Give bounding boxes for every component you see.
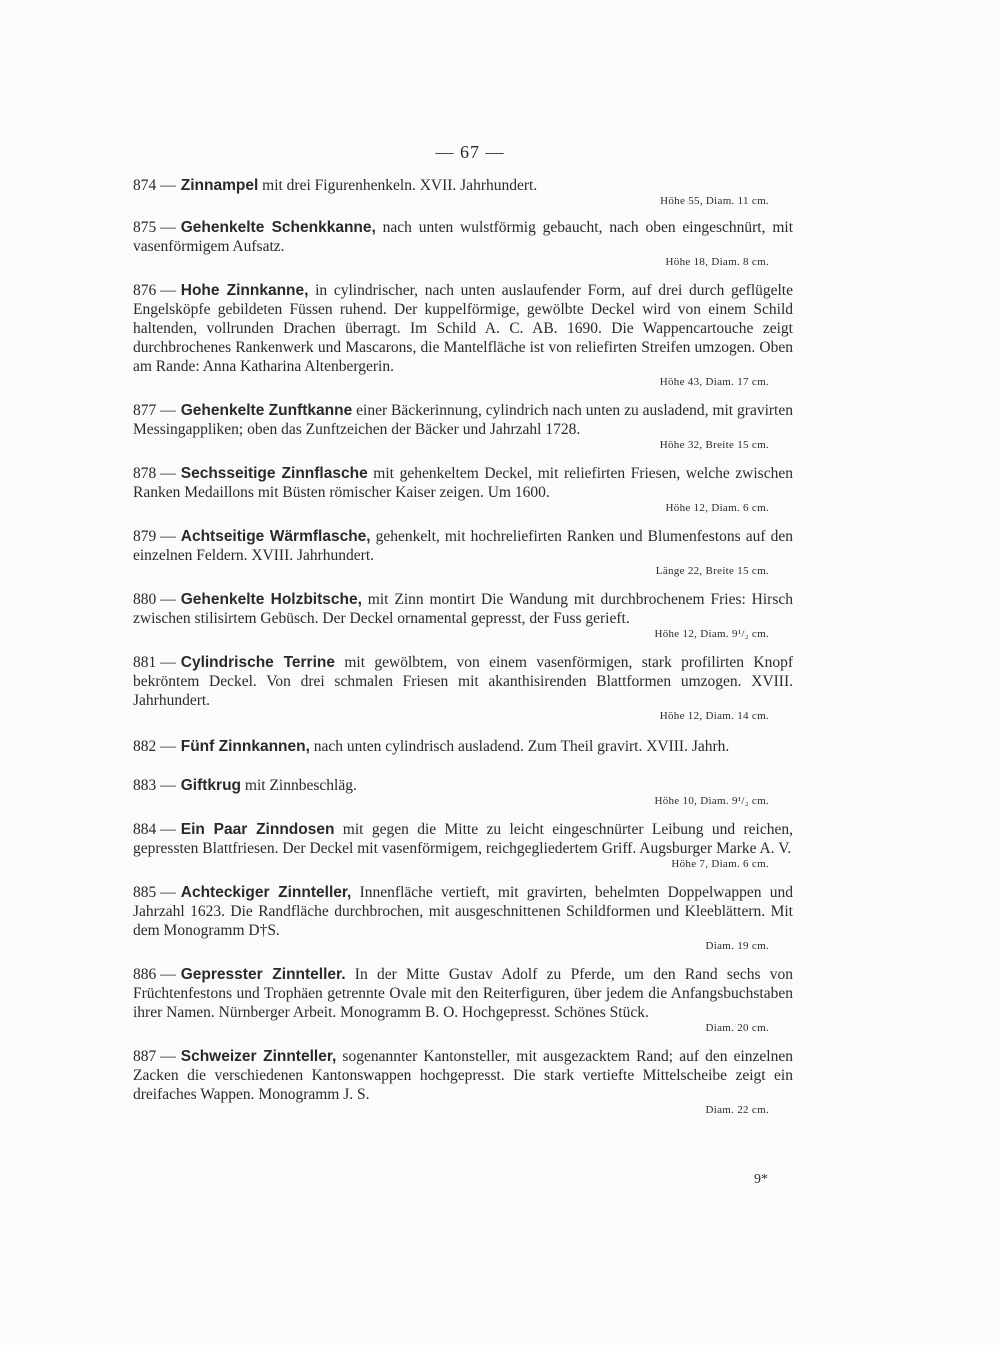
catalog-entry (133, 527, 793, 578)
entry-number: 886 (133, 966, 157, 983)
entry-dash: — (160, 1048, 176, 1065)
catalog-entry (133, 281, 793, 389)
entry-text (133, 590, 793, 628)
entry-description: Innenfläche vertieft, mit gravirten, behelmten Doppelwappen und Jahrzahl 1623. Die Randfläche durchbrochen, mit ausgeschnittenen Schildformen und Kleeblättern. Mit dem Monogramm D†S. (133, 884, 794, 939)
entry-description: mit Zinnbeschläg. (241, 777, 357, 794)
entry-dimensions: Diam. 22 cm. (705, 1104, 769, 1116)
catalog-entry (133, 965, 793, 1035)
entry-description: mit drei Figurenhenkeln. XVII. Jahrhundert. (258, 177, 538, 194)
entry-dimensions: Höhe 43, Diam. 17 cm. (659, 376, 769, 388)
entry-number: 887 (133, 1048, 157, 1065)
entry-number: 874 (133, 177, 157, 194)
entry-title: Ein Paar Zinndosen (180, 821, 335, 838)
entry-dimensions: Diam. 19 cm. (705, 940, 769, 952)
entry-dimensions: Diam. 20 cm. (705, 1022, 769, 1034)
entry-dash: — (160, 654, 176, 671)
entry-text (133, 401, 793, 439)
entry-dimensions: Höhe 12, Diam. 9¹/₂ cm. (654, 628, 769, 640)
catalog-entry (133, 653, 793, 723)
entry-dash: — (160, 219, 176, 236)
catalog-entry (133, 590, 793, 641)
entry-text (133, 820, 793, 858)
entry-dash: — (160, 465, 176, 482)
entry-description: sogenannter Kantonsteller, mit ausgezacktem Rand; auf den einzelnen Zacken die verschiedenen Kantonswappen hochgepresst. Die stark vertiefte Mittelscheibe zeigt ein dreifaches Wappen. Monogramm J. S. (133, 1048, 793, 1103)
entry-number: 877 (133, 402, 157, 419)
entry-number: 878 (133, 465, 157, 482)
catalog-entry (133, 737, 793, 756)
entry-title: Sechsseitige Zinnflasche (180, 465, 368, 482)
entry-dimensions: Länge 22, Breite 15 cm. (655, 565, 769, 577)
entry-text (133, 653, 793, 710)
entry-title: Gehenkelte Schenkkanne, (180, 219, 376, 236)
catalog-list (133, 176, 793, 1117)
entry-text (133, 281, 793, 376)
entry-number: 876 (133, 282, 157, 299)
entry-title: Zinnampel (180, 177, 259, 194)
entry-description: In der Mitte Gustav Adolf zu Pferde, um den Rand sechs von Früchtenfestons und Trophäen getrennte Ovale mit den Reiterfiguren, über jedem die Anfangsbuchstaben ihrer Namen. Nürnberger Arbeit. Monogramm B. O. Hochgepresst. Schönes Stück. (133, 966, 794, 1021)
entry-dash: — (160, 738, 176, 755)
entry-dash: — (160, 402, 176, 419)
entry-title: Achteckiger Zinnteller, (180, 884, 352, 901)
entry-dash: — (160, 282, 176, 299)
entry-text (133, 965, 793, 1022)
entry-dimensions: Höhe 7, Diam. 6 cm. (671, 858, 769, 870)
entry-text (133, 883, 793, 940)
entry-number: 882 (133, 738, 157, 755)
catalog-entry (133, 1047, 793, 1117)
catalog-entry (133, 218, 793, 269)
entry-dimensions: Höhe 55, Diam. 11 cm. (660, 195, 769, 207)
entry-number: 885 (133, 884, 157, 901)
catalog-entry (133, 820, 793, 871)
entry-number: 883 (133, 777, 157, 794)
entry-dash: — (160, 966, 176, 983)
entry-title: Hohe Zinnkanne, (180, 282, 309, 299)
entry-dash: — (160, 884, 176, 901)
entry-dash: — (160, 528, 176, 545)
entry-dimensions: Höhe 10, Diam. 9¹/₂ cm. (654, 795, 769, 807)
entry-description: mit gewölbtem, von einem vasenförmigen, stark profilirten Knopf bekröntem Deckel. Von drei schmalen Friesen mit akanthisirenden Blattformen umzogen. XVIII. Jahrhundert. (133, 654, 793, 709)
entry-number: 881 (133, 654, 157, 671)
entry-title: Cylindrische Terrine (180, 654, 335, 671)
entry-number: 884 (133, 821, 157, 838)
entry-number: 880 (133, 591, 157, 608)
entry-title: Giftkrug (180, 777, 242, 794)
entry-description: nach unten wulstförmig gebaucht, nach oben eingeschnürt, mit vasenförmigem Aufsatz. (133, 219, 793, 255)
entry-title: Gehenkelte Zunftkanne (180, 402, 353, 419)
entry-dimensions: Höhe 12, Diam. 6 cm. (665, 502, 769, 514)
catalog-entry (133, 883, 793, 953)
entry-title: Schweizer Zinnteller, (180, 1048, 337, 1065)
entry-text (133, 218, 793, 256)
entry-dimensions: Höhe 12, Diam. 14 cm. (659, 710, 769, 722)
entry-title: Achtseitige Wärmflasche, (180, 528, 371, 545)
entry-text (133, 776, 793, 795)
entry-text (133, 464, 793, 502)
entry-dimensions: Höhe 18, Diam. 8 cm. (665, 256, 769, 268)
entry-dash: — (160, 591, 176, 608)
catalog-entry (133, 464, 793, 515)
entry-dimensions: Höhe 32, Breite 15 cm. (659, 439, 769, 451)
entry-description: in cylindrischer, nach unten auslaufender Form, auf drei durch geflügelte Engelsköpfe gebildeten Füssen ruhend. Der kuppelförmige, gewölbte Deckel wird von einem Schild haltenden, vollrunden Drachen überragt. Im Schild A. C. AB. 1690. Die Wappencartouche zeigt durchbrochenes Rankenwerk und Mascarons, die Mantelfläche ist von reliefirten Streifen umzogen. Oben am Rande: Anna Katharina Altenbergerin. (133, 282, 793, 375)
catalog-entry (133, 176, 793, 208)
entry-description: gehenkelt, mit hochreliefirten Ranken und Blumenfestons auf den einzelnen Feldern. XVIII. Jahrhundert. (133, 528, 793, 564)
entry-description: mit gegen die Mitte zu leicht eingeschnürter Leibung und reichen, gepressten Blattfriesen. Der Deckel mit vasenförmigem, reichgegliedertem Griff. Augsburger Marke A. V. (133, 821, 793, 857)
signature-mark: 9* (754, 1172, 768, 1187)
entry-dash: — (160, 821, 176, 838)
catalog-entry (133, 776, 793, 808)
entry-text (133, 527, 793, 565)
entry-number: 879 (133, 528, 157, 545)
entry-title: Fünf Zinnkannen, (180, 738, 310, 755)
entry-description: mit gehenkeltem Deckel, mit reliefirten Friesen, welche zwischen Ranken Medaillons mit Büsten römischer Kaiser zeigen. Um 1600. (133, 465, 793, 501)
entry-description: mit Zinn montirt Die Wandung mit durchbrochenem Fries: Hirsch zwischen stilisirtem Gebüsch. Der Deckel ornamental gepresst, der Fuss gerieft. (133, 591, 793, 627)
entry-number: 875 (133, 219, 157, 236)
entry-description: nach unten cylindrisch ausladend. Zum Theil gravirt. XVIII. Jahrh. (309, 738, 730, 755)
page-number: — 67 — (435, 142, 505, 162)
catalog-entry (133, 401, 793, 452)
entry-title: Gepresster Zinnteller. (180, 966, 346, 983)
entry-text (133, 176, 793, 195)
entry-dash: — (160, 777, 176, 794)
entry-title: Gehenkelte Holzbitsche, (180, 591, 362, 608)
entry-dash: — (160, 177, 176, 194)
entry-text (133, 1047, 793, 1104)
entry-text (133, 737, 793, 756)
entry-description: einer Bäckerinnung, cylindrich nach unten zu ausladend, mit gravirten Messingappliken; oben das Zunftzeichen der Bäcker und Jahrzahl 1728. (133, 402, 793, 438)
